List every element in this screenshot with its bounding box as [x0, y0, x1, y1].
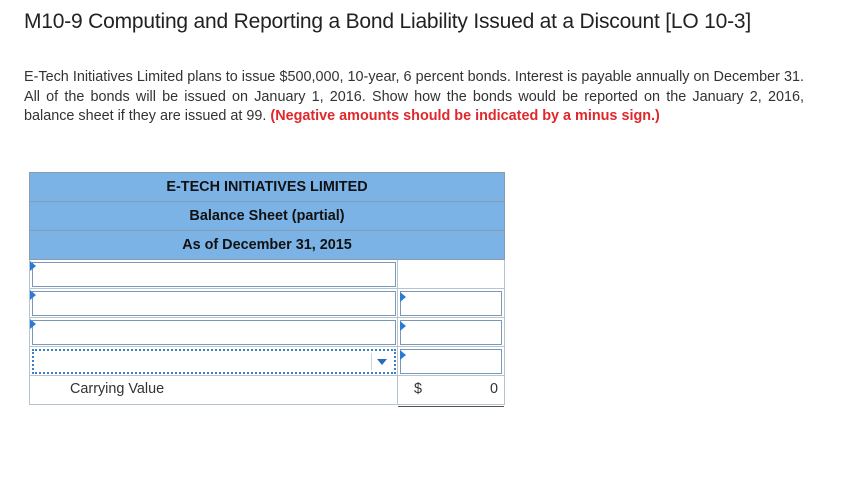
input-marker-icon [400, 350, 406, 360]
sheet-row-1 [29, 260, 505, 289]
chevron-down-icon [377, 359, 387, 365]
input-marker-icon [30, 290, 36, 300]
sheet-row-3 [29, 318, 505, 347]
amount-cell [398, 376, 504, 405]
label-input-1[interactable] [32, 262, 396, 287]
sheet-company: E-TECH INITIATIVES LIMITED [29, 172, 505, 201]
amount-input-4[interactable] [400, 349, 502, 374]
label-cell [30, 260, 398, 289]
input-marker-icon [400, 321, 406, 331]
sheet-date: As of December 31, 2015 [29, 230, 505, 260]
currency-symbol: $ [414, 381, 423, 397]
balance-sheet [29, 172, 505, 405]
sheet-row-4 [29, 347, 505, 376]
amount-cell [398, 347, 504, 376]
sheet-statement: Balance Sheet (partial) [29, 201, 505, 230]
sheet-row-2 [29, 289, 505, 318]
carrying-value-label: Carrying Value [70, 381, 165, 397]
problem-text [24, 68, 804, 127]
input-marker-icon [400, 292, 406, 302]
amount-cell [398, 289, 504, 318]
amount-cell [398, 260, 504, 289]
amount-input-2[interactable] [400, 291, 502, 316]
input-marker-icon [30, 319, 36, 329]
problem-note: (Negative amounts should be indicated by a minus sign.) [270, 108, 660, 124]
amount-input-3[interactable] [400, 320, 502, 345]
problem-body: E-Tech Initiatives Limited plans to issue $500,000, 10-year, 6 percent bonds. Interest is payable annually on December 31. All of the bonds will be issued on January 1, 2016. Show how the bonds would be reported on the January 2, 2016, balance sheet if they are issued at 99. [24, 69, 804, 124]
label-input-3[interactable] [32, 320, 396, 345]
carrying-value-amount: 0 [489, 381, 498, 397]
sheet-total-row [29, 376, 505, 405]
account-dropdown[interactable] [32, 349, 396, 374]
problem-title: M10-9 Computing and Reporting a Bond Liability Issued at a Discount [LO 10-3] [24, 10, 752, 33]
dropdown-button[interactable] [371, 353, 392, 370]
total-double-underline [398, 404, 504, 407]
label-input-2[interactable] [32, 291, 396, 316]
label-cell [30, 347, 398, 376]
label-cell [30, 318, 398, 347]
label-cell [30, 376, 398, 405]
input-marker-icon [30, 261, 36, 271]
label-cell [30, 289, 398, 318]
amount-cell [398, 318, 504, 347]
